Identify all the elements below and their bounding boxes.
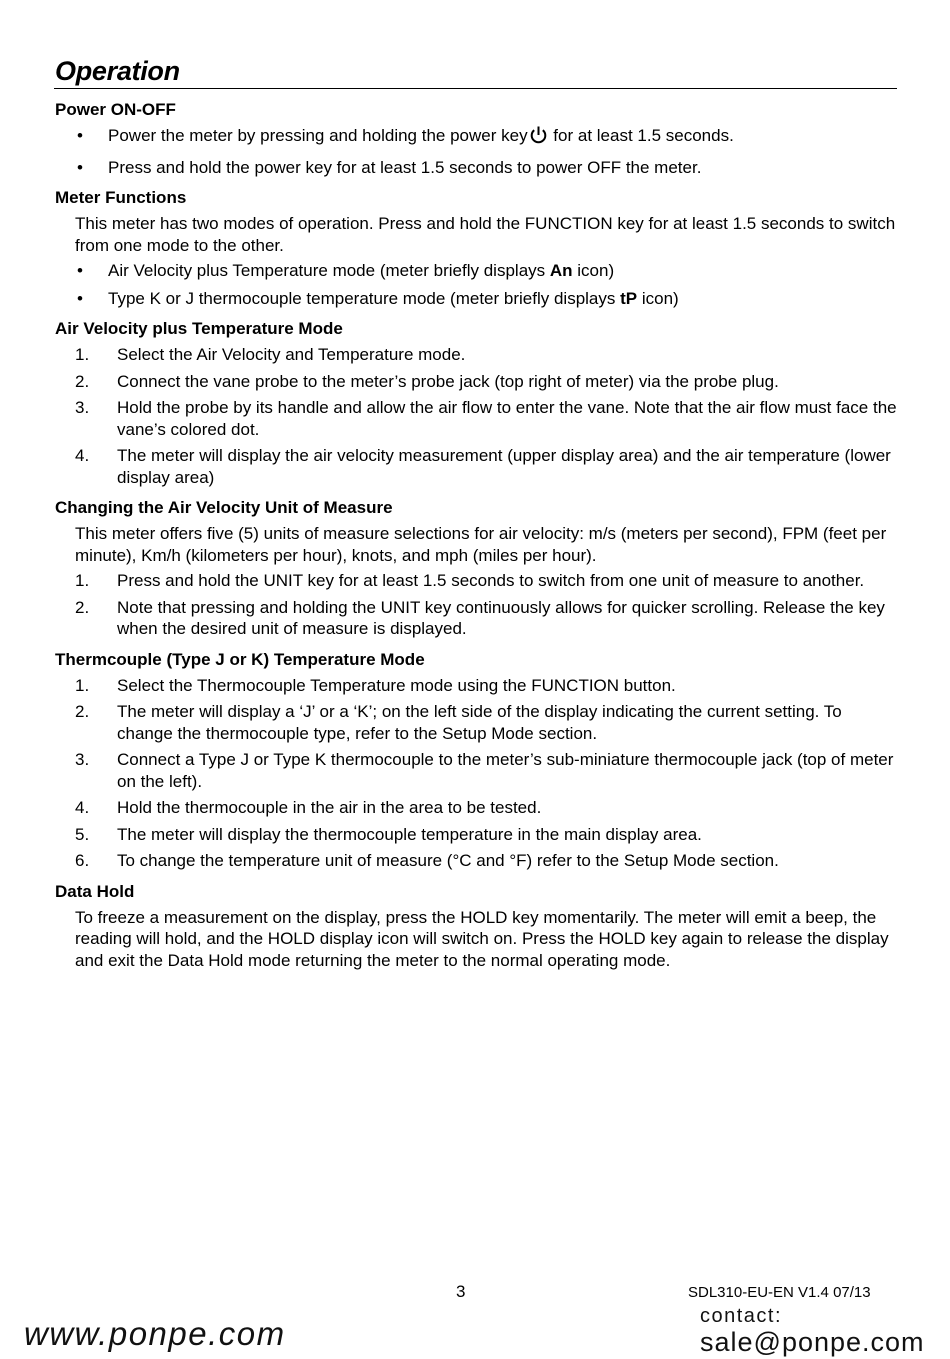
numbered-step	[55, 797, 900, 819]
bullet-marker: •	[77, 126, 83, 145]
step-text: Connect the vane probe to the meter’s probe jack (top right of meter) via the probe plug.	[117, 371, 779, 391]
step-number: 4.	[75, 798, 90, 817]
section-heading-air-velocity: Air Velocity plus Temperature Mode	[55, 319, 343, 338]
numbered-step	[55, 344, 900, 366]
section-intro: This meter offers five (5) units of measure selections for air velocity: m/s (meters per second), FPM (feet per minute), Km/h (kilometers per hour), knots, and mph (miles per hour).	[75, 524, 887, 565]
bullet-text: Power the meter by pressing and holding the power key	[108, 126, 528, 145]
step-number: 1.	[75, 345, 90, 364]
step-number: 3.	[75, 398, 90, 417]
step-number: 6.	[75, 851, 90, 870]
page-title: Operation	[55, 56, 180, 86]
bullet-item	[55, 157, 900, 179]
step-number: 1.	[75, 675, 90, 695]
section-thermocouple	[55, 649, 900, 872]
bullet-item	[55, 125, 900, 151]
section-meter-functions	[55, 187, 900, 309]
watermark-email: sale@ponpe.com	[700, 1327, 925, 1357]
document-body	[55, 99, 900, 980]
numbered-step	[55, 675, 900, 697]
bullet-item	[55, 288, 900, 310]
bullet-item	[55, 260, 900, 282]
step-text: Connect a Type J or Type K thermocouple to the meter’s sub-miniature thermocouple jack (top of meter on the left).	[117, 750, 894, 791]
section-data-hold	[55, 881, 900, 972]
section-power	[55, 99, 900, 178]
numbered-step	[55, 371, 900, 393]
step-number: 4.	[75, 446, 90, 465]
watermark-url: www.ponpe.com	[24, 1315, 286, 1352]
step-text: Hold the thermocouple in the air in the area to be tested.	[117, 798, 542, 817]
bullet-text: Type K or J thermocouple temperature mode (meter briefly displays	[108, 288, 621, 308]
section-heading-functions: Meter Functions	[55, 188, 187, 207]
step-number: 2.	[75, 371, 90, 391]
step-text: Press and hold the UNIT key for at least 1.5 seconds to switch from one unit of measure to another.	[117, 571, 865, 590]
page-number: 3	[456, 1282, 466, 1301]
step-number: 2.	[75, 597, 90, 617]
bullet-text: icon)	[637, 288, 679, 308]
section-heading-thermocouple: Thermcouple (Type J or K) Temperature Mode	[55, 649, 425, 669]
bullet-marker: •	[77, 157, 83, 177]
icon-code-an: An	[549, 261, 573, 280]
numbered-step	[55, 850, 900, 872]
bullet-text: for at least 1.5 seconds.	[548, 126, 734, 145]
numbered-step	[55, 701, 900, 744]
bullet-marker: •	[77, 261, 83, 280]
step-text: Hold the probe by its handle and allow the air flow to enter the vane. Note that the air flow must face the vane’s colored dot.	[117, 398, 897, 439]
step-text: Note that pressing and holding the UNIT key continuously allows for quicker scrolling. Release the key when the desired unit of measure is displayed.	[117, 597, 885, 638]
step-text: Select the Thermocouple Temperature mode using the FUNCTION button.	[117, 675, 676, 695]
numbered-step	[55, 570, 900, 592]
step-text: The meter will display the thermocouple temperature in the main display area.	[117, 824, 702, 844]
section-heading-power: Power ON-OFF	[55, 100, 176, 119]
document-version: SDL310-EU-EN V1.4 07/13	[688, 1284, 871, 1301]
bullet-text: icon)	[572, 261, 615, 280]
step-text: Select the Air Velocity and Temperature mode.	[117, 345, 466, 364]
bullet-marker: •	[77, 288, 83, 308]
numbered-step	[55, 597, 900, 640]
section-heading-data-hold: Data Hold	[55, 881, 135, 901]
bullet-text: Air Velocity plus Temperature mode (meter briefly displays	[108, 261, 550, 280]
section-unit-of-measure	[55, 497, 900, 640]
section-intro: This meter has two modes of operation. Press and hold the FUNCTION key for at least 1.5 seconds to switch from one mode to the other.	[75, 214, 896, 255]
power-icon	[529, 125, 548, 151]
step-number: 1.	[75, 571, 90, 590]
step-text: The meter will display the air velocity measurement (upper display area) and the air temperature (lower display area)	[117, 446, 891, 487]
section-body: To freeze a measurement on the display, press the HOLD key momentarily. The meter will emit a beep, the reading will hold, and the HOLD display icon will switch on. Press the HOLD key again to release the display and exit the Data Hold mode returning the meter to the normal operating mode.	[75, 907, 889, 970]
watermark-contact-label: contact:	[700, 1305, 783, 1327]
step-number: 5.	[75, 824, 90, 844]
icon-code-tp: tP	[620, 288, 638, 308]
step-text: To change the temperature unit of measure (°C and °F) refer to the Setup Mode section.	[117, 851, 779, 870]
numbered-step	[55, 445, 900, 488]
step-number: 3.	[75, 750, 90, 769]
bullet-text: Press and hold the power key for at least 1.5 seconds to power OFF the meter.	[108, 157, 702, 177]
section-heading-unit: Changing the Air Velocity Unit of Measure	[55, 498, 393, 517]
numbered-step	[55, 397, 900, 440]
section-air-velocity	[55, 318, 900, 488]
numbered-step	[55, 824, 900, 846]
numbered-step	[55, 749, 900, 792]
step-number: 2.	[75, 702, 90, 721]
step-text: The meter will display a ‘J’ or a ‘K’; on the left side of the display indicating the current setting. To change the thermocouple type, refer to the Setup Mode section.	[117, 702, 842, 743]
title-divider	[54, 88, 897, 89]
